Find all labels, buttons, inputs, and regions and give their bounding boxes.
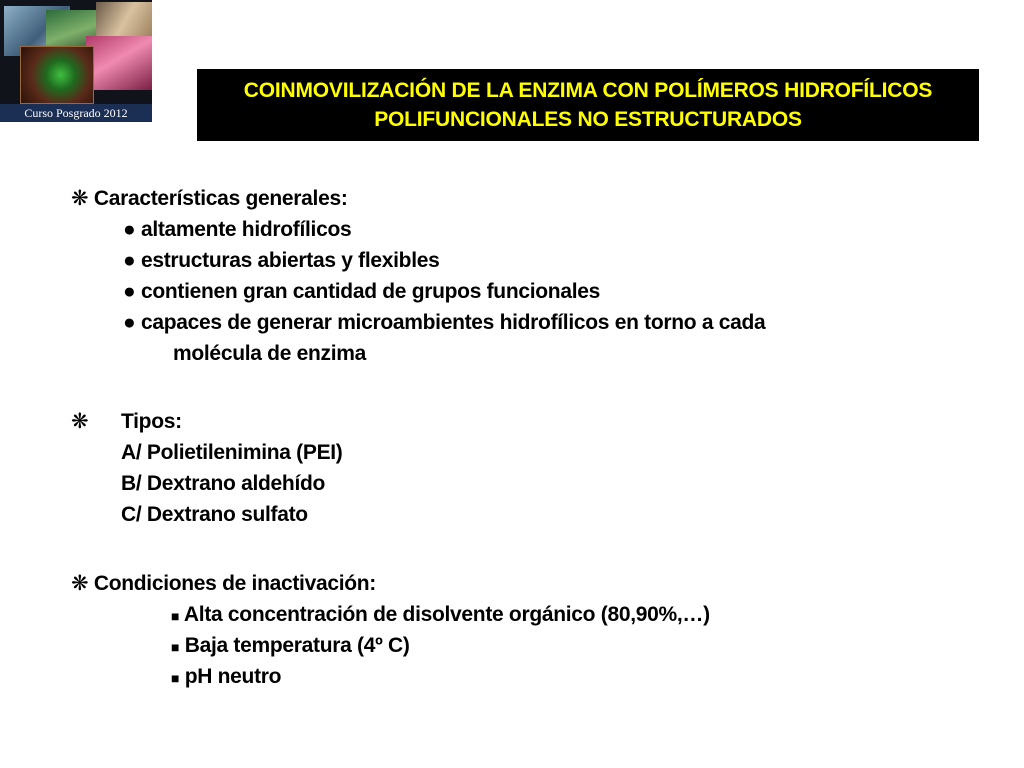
- list-item: [171, 663, 281, 692]
- dot-bullet-icon: ●: [123, 218, 136, 241]
- list-item-continuation: molécula de enzima: [173, 342, 367, 365]
- square-bullet-icon: ■: [171, 670, 180, 686]
- dot-bullet-icon: ●: [123, 249, 136, 272]
- square-bullet-icon: ■: [171, 639, 180, 655]
- list-item: [171, 601, 710, 630]
- list-item: [123, 309, 765, 337]
- caracteristicas-heading-row: [71, 185, 348, 213]
- tipos-heading: Tipos:: [121, 410, 182, 433]
- list-item: [123, 278, 600, 306]
- asterisk-bullet-icon: ❋: [71, 572, 89, 595]
- square-bullet-icon: ■: [171, 608, 180, 624]
- list-item-text: Baja temperatura (4º C): [184, 634, 410, 657]
- list-item: A/ Polietilenimina (PEI): [121, 441, 343, 464]
- course-logo: [0, 0, 152, 122]
- list-item: [123, 247, 440, 275]
- list-item-text: altamente hidrofílicos: [140, 218, 352, 241]
- logo-image-tile: [86, 36, 152, 90]
- condiciones-heading: Condiciones de inactivación:: [93, 572, 376, 595]
- condiciones-heading-row: [71, 570, 376, 598]
- list-item-text: contienen gran cantidad de grupos funcionales: [140, 280, 600, 303]
- list-item-text: Alta concentración de disolvente orgánico (80,90%,…): [183, 603, 710, 626]
- list-item: [123, 216, 351, 244]
- slide-title-line-1: COINMOVILIZACIÓN DE LA ENZIMA CON POLÍMEROS HIDROFÍLICOS: [243, 79, 933, 102]
- list-item: B/ Dextrano aldehído: [121, 472, 326, 495]
- list-item-text: capaces de generar microambientes hidrofílicos en torno a cada: [140, 311, 766, 334]
- caracteristicas-heading: Características generales:: [93, 187, 348, 210]
- list-item-text: pH neutro: [184, 665, 282, 688]
- list-item-text: estructuras abiertas y flexibles: [140, 249, 440, 272]
- slide-title: [197, 69, 979, 141]
- dot-bullet-icon: ●: [123, 311, 136, 334]
- slide-title-line-2: POLIFUNCIONALES NO ESTRUCTURADOS: [374, 108, 802, 131]
- dot-bullet-icon: ●: [123, 280, 136, 303]
- list-item: C/ Dextrano sulfato: [121, 503, 308, 526]
- tipos-heading-row: [71, 408, 88, 436]
- logo-image-tile: [20, 46, 94, 104]
- logo-caption: Curso Posgrado 2012: [0, 104, 152, 122]
- asterisk-bullet-icon: ❋: [71, 410, 89, 433]
- asterisk-bullet-icon: ❋: [71, 187, 89, 210]
- list-item: [171, 632, 410, 661]
